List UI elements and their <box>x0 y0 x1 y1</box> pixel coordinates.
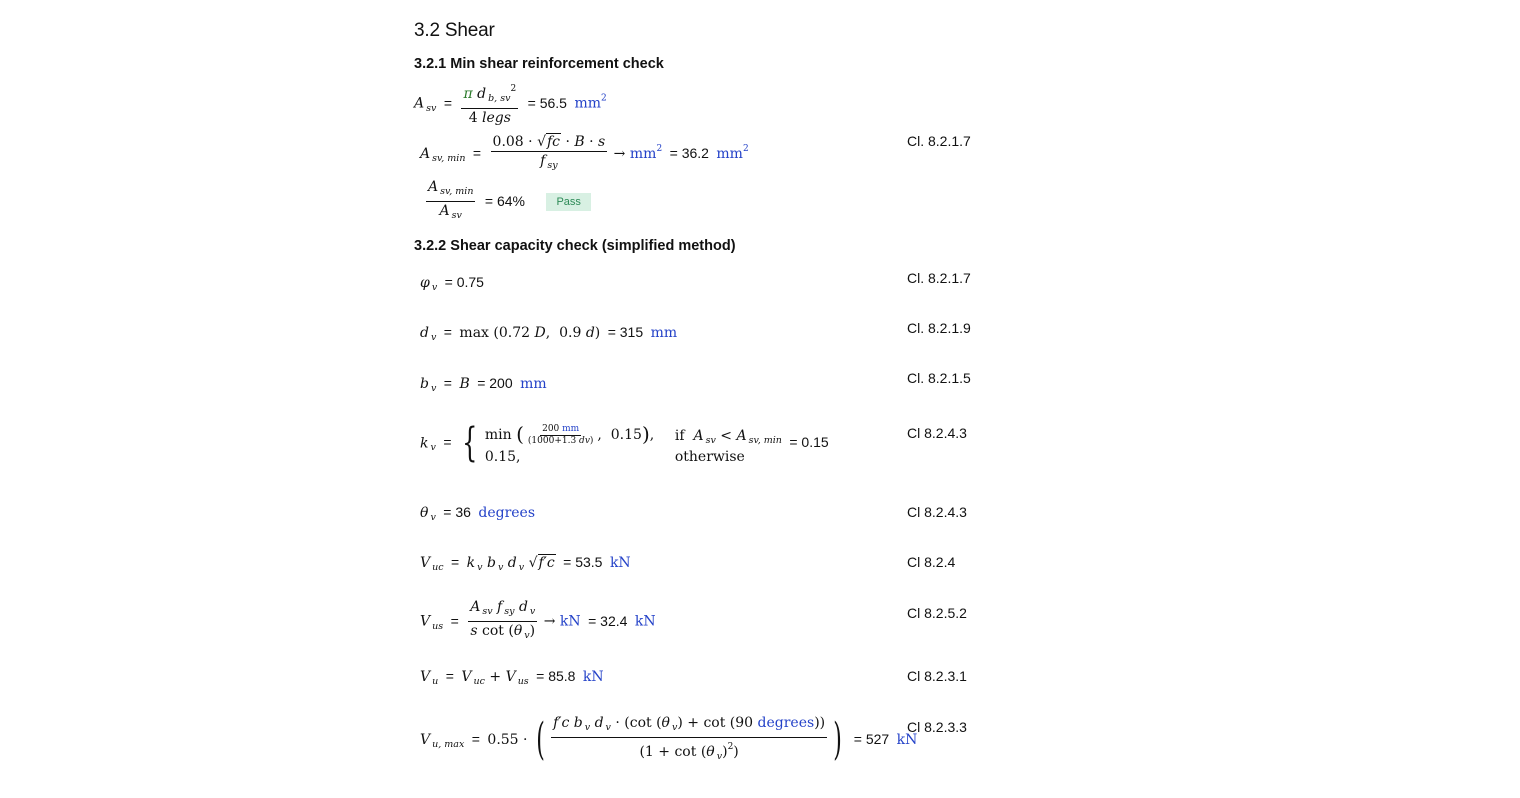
k-v-case1-cond: if <box>674 428 685 444</box>
equation-b-v: b $_v$ = B = 200 mm <box>420 375 547 394</box>
v-us-unit: kN <box>634 613 656 630</box>
clause-ref-d-v: Cl. 8.2.1.9 <box>907 320 971 336</box>
v-uc-result: = 53.5 <box>563 554 603 570</box>
v-umax-unit: kN <box>896 732 918 748</box>
asv-result: = 56.5 <box>527 94 567 111</box>
equation-k-v: k $_v$ = { min ( $\frac{200 mm}{(1000+1.3 dv)}$ , 0.15), if A $_{sv}$ < A $_{sv, min}$ 0.15, otherwise = 0.15 <box>420 420 829 467</box>
equation-asv-min: A $_{sv, min}$ = $\frac{0.08 \cdot √fc \cdot B \cdot s}{f _{sy}}$ → $mm^2 = 36.2$ $mm^2$ <box>420 134 749 171</box>
k-v-result: = 0.15 <box>789 434 829 451</box>
v-u-unit: kN <box>582 669 604 685</box>
clause-ref-b-v: Cl. 8.2.1.5 <box>907 370 971 386</box>
ratio-result: = 64% <box>484 192 525 209</box>
phi-v-result: = 0.75 <box>444 274 484 290</box>
k-v-inner-unit: mm <box>562 423 580 434</box>
v-u-result: = 85.8 <box>536 668 576 684</box>
clause-ref-v-umax: Cl 8.2.3.3 <box>907 719 967 735</box>
v-umax-result: = 527 <box>853 731 890 747</box>
v-us-unit-arrow: kN <box>559 613 581 630</box>
clause-ref-asv-min: Cl. 8.2.1.7 <box>907 133 971 149</box>
v-uc-unit: kN <box>609 555 631 571</box>
asv-min-unit-1: mm <box>629 146 657 162</box>
clause-ref-v-u: Cl 8.2.3.1 <box>907 668 967 684</box>
equation-v-umax: V $_{u, max}$ = 0.55 · ( $\frac{f'c b _v d _v \cdot (\cot (\theta _v) + \cot (90 degrees))}{(1 + \cot (\theta _v)^2)}$ ) = 527 kN <box>420 714 918 765</box>
clause-ref-k-v: Cl 8.2.4.3 <box>907 425 967 441</box>
equation-v-u: V $_u$ = V $_{uc}$ + V $_{us}$ = 85.8 kN <box>420 668 604 687</box>
k-v-case2-val: 0.15, <box>484 448 521 465</box>
equation-phi-v: φ $_v$ = 0.75 <box>420 274 484 293</box>
equation-theta-v: θ $_v$ = 36 degrees <box>420 504 536 523</box>
clause-ref-v-uc: Cl 8.2.4 <box>907 554 956 570</box>
equation-asv: A $_{sv}$ = $\frac{\pi d _{b, sv}^2}{\text{4 legs}}$ = 56.5 $mm^2$ <box>414 80 1014 127</box>
v-us-result: = 32.4 <box>588 612 628 629</box>
b-v-result: = 200 <box>477 375 513 391</box>
v-umax-inner-unit: degrees <box>757 715 815 731</box>
d-v-unit: mm <box>650 325 678 341</box>
asv-min-unit-2: mm <box>716 146 743 162</box>
clause-ref-v-us: Cl 8.2.5.2 <box>907 605 967 621</box>
d-v-result: = 315 <box>607 324 644 340</box>
theta-v-result: = 36 <box>443 504 471 520</box>
theta-v-unit: degrees <box>478 505 536 521</box>
equation-asv-ratio: $\frac{A _{sv, min}}{A _{sv}}$ = 64% Pass <box>424 178 1024 225</box>
k-v-case2-cond: otherwise <box>674 448 745 465</box>
subsection-title-min-shear: 3.2.1 Min shear reinforcement check <box>414 56 664 72</box>
clause-ref-theta-v: Cl 8.2.4.3 <box>907 504 967 520</box>
b-v-unit: mm <box>520 376 547 392</box>
section-title: 3.2 Shear <box>414 20 495 41</box>
equation-v-us: V $_{us}$ = $\frac{A _{sv} f _{sy} d _v}{s \cot (\theta _v)}$ → kN = 32.4 kN <box>420 599 656 641</box>
subsection-title-shear-capacity: 3.2.2 Shear capacity check (simplified method) <box>414 238 736 254</box>
clause-ref-phi-v: Cl. 8.2.1.7 <box>907 270 971 286</box>
equation-v-uc: V $_{uc}$ = k $_v$ b $_v$ d $_v$ √f′c = 53.5 kN <box>420 554 631 573</box>
pass-badge: Pass <box>546 193 590 211</box>
calculation-page <box>414 0 1014 798</box>
asv-unit: mm <box>574 95 601 112</box>
equation-d-v: d $_v$ = max (0.72 D, 0.9 d) = 315 mm <box>420 324 678 343</box>
asv-min-result: = 36.2 <box>669 145 709 161</box>
